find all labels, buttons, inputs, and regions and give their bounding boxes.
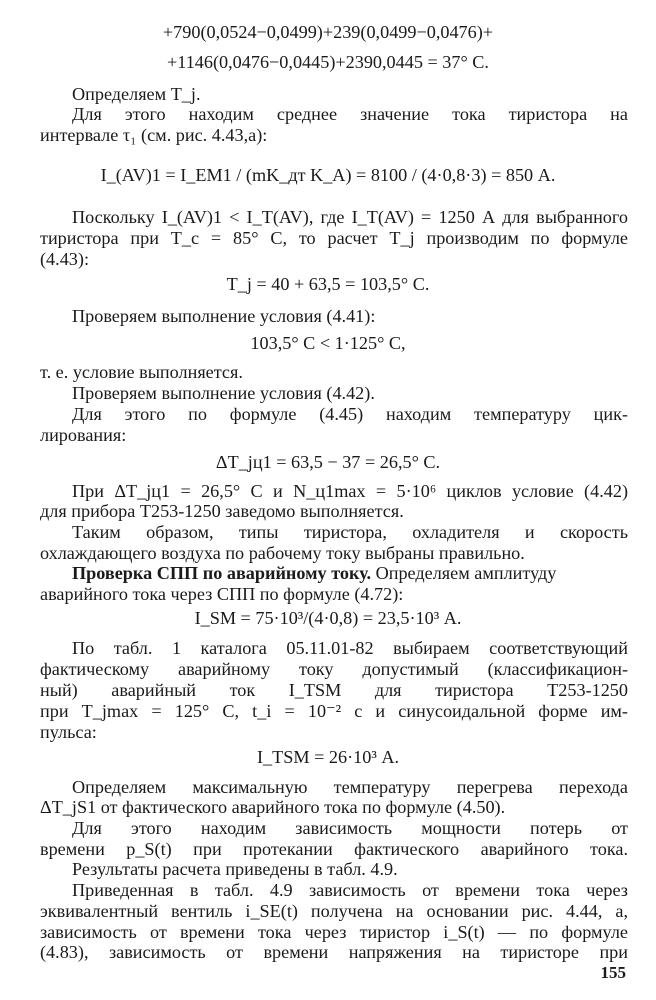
text-fragment: Определяем амплитуду [371,563,557,583]
text-line: ный) аварийный ток I_TSM для тиристора Т253-1250 [40,680,628,700]
text-line: Приведенная в табл. 4.9 зависимость от времени тока через [72,880,628,900]
text-line: Для этого находим среднее значение тока тиристора на [72,104,628,124]
text-line: (4.43): [40,249,89,269]
text-line: эквивалентный вентиль i_SE(t) получена на основании рис. 4.44, а, [40,901,628,921]
section-heading: Проверка СПП по аварийному току. [72,563,372,583]
text-line: ΔT_jS1 от фактического аварийного тока по формуле (4.50). [40,797,506,817]
text-line: интервале τ₁ (см. рис. 4.43,а): [40,125,268,145]
text-line: времени p_S(t) при протекании фактического аварийного тока. [40,839,628,859]
text-line: аварийного тока через СПП по формуле (4.72): [40,584,404,604]
text-line: для прибора Т253-1250 заведомо выполняется. [40,501,404,521]
text-line: (4.83), зависимость от времени напряжения на тиристоре при [40,942,628,962]
text-line: Для этого находим зависимость мощности потерь от [72,818,628,838]
text-line: фактическому аварийному току допустимый (классификацион- [40,659,628,679]
equation-condition-441: 103,5° C < 1·125° C, [250,333,406,353]
equation-line-1: +790(0,0524−0,0499)+239(0,0499−0,0476)+ [162,22,494,42]
text-line: Таким образом, типы тиристора, охладителя и скорость [72,522,628,542]
text-line: Поскольку I_(AV)1 < I_T(AV), где I_T(AV) = 1250 А для выбранного [72,207,628,227]
text-line: Для этого по формуле (4.45) находим температуру цик- [72,404,628,424]
equation-itsm: I_TSM = 26·10³ А. [256,747,399,767]
text-line: пульса: [40,722,97,742]
text-line: охлаждающего воздуха по рабочему току выбраны правильно. [40,543,525,563]
equation-ism: I_SM = 75·10³/(4·0,8) = 23,5·10³ А. [194,608,462,628]
equation-iav: I_(AV)1 = I_EM1 / (mK_дт K_A) = 8100 / (4·0,8·3) = 850 А. [100,165,556,185]
text-line: т. е. условие выполняется. [40,362,243,382]
text-line: Проверяем выполнение условия (4.42). [72,383,375,403]
text-line: Определяем максимальную температуру перегрева перехода [72,777,628,797]
text-line: Проверяем выполнение условия (4.41): [72,306,376,326]
text-line: зависимость от времени тока через тиристор i_S(t) — по формуле [40,922,628,942]
text-line: тиристора при T_c = 85° C, то расчет T_j производим по формуле [40,228,628,248]
text-line: По табл. 1 каталога 05.11.01-82 выбираем соответствующий [72,638,628,658]
page-number: 155 [600,963,626,982]
text-line: лирования: [40,425,127,445]
equation-delta-tj: ΔT_jц1 = 63,5 − 37 = 26,5° C. [215,452,441,472]
text-line: при T_jmax = 125° C, t_i = 10⁻² с и синусоидальной форме им- [40,701,628,721]
text-line [72,563,628,584]
equation-tj: T_j = 40 + 63,5 = 103,5° C. [226,274,430,294]
text-line: Результаты расчета приведены в табл. 4.9. [72,859,398,879]
text-line: При ΔT_jц1 = 26,5° C и N_ц1max = 5·10⁶ циклов условие (4.42) [72,481,628,501]
text-line: Определяем T_j. [72,84,201,104]
equation-line-2: +1146(0,0476−0,0445)+2390,0445 = 37° C. [167,52,489,72]
